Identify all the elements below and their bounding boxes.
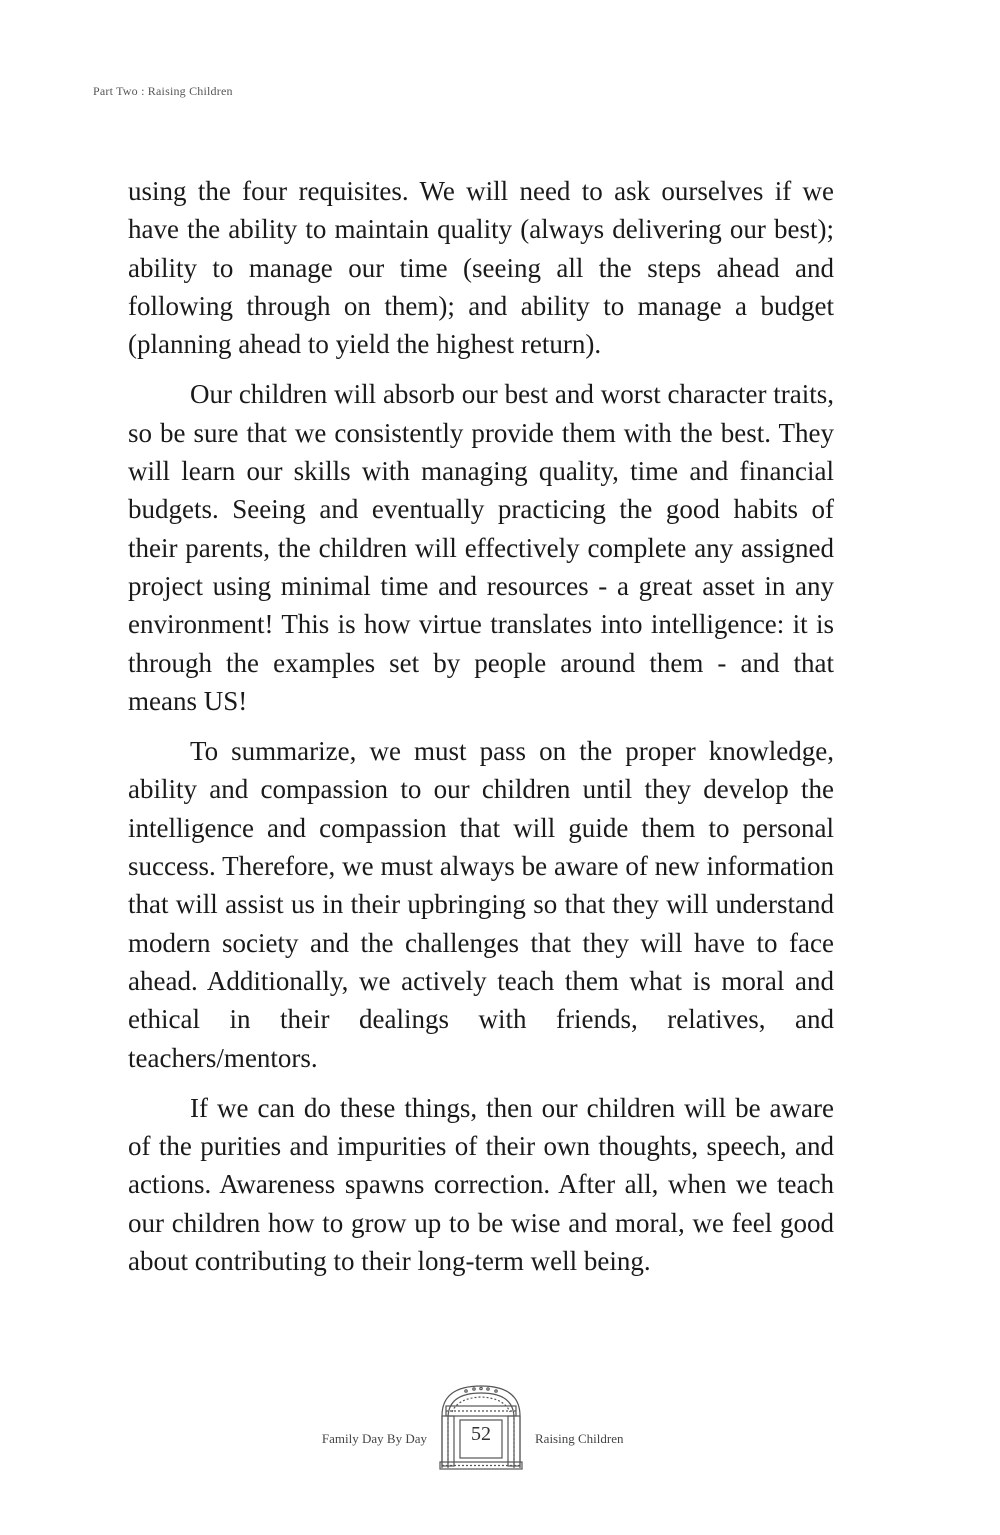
paragraph-2: Our children will absorb our best and worst character traits, so be sure that we consistently provide them with the best. They will learn our skills with managing quality, time and financial budgets. Seeing and eventually practicing the good habits of their parents, the children will effectively complete any assigned project using minimal time and resources - a great asset in any environment! This is how virtue translates into intelligence: it is through the examples set by people around them - and that means US! <box>128 379 834 716</box>
footer-chapter-title: Raising Children <box>535 1431 624 1446</box>
paragraph-4: If we can do these things, then our children will be aware of the purities and impurities of their own thoughts, speech, and actions. Awareness spawns correction. After all, when we teach our children how to grow up to be wise and moral, we feel good about contributing to their long-term well being. <box>128 1092 834 1277</box>
paragraph-3: To summarize, we must pass on the proper knowledge, ability and compassion to our children until they develop the intelligence and compassion that will guide them to personal success. Therefore, we must always be aware of new information that will assist us in their upbringing so that they will understand modern society and the challenges that they will have to face ahead. Additionally, we actively teach them what is moral and ethical in their dealings with friends, relatives, and teachers/mentors. <box>128 736 834 1073</box>
paragraph-1: using the four requisites. We will need to ask ourselves if we have the ability to maintain quality (always delivering our best); ability to manage our time (seeing all the steps ahead and following through on them); and ability to manage a budget (planning ahead to yield the highest return). <box>128 176 834 360</box>
footer-book-title: Family Day By Day <box>321 1431 427 1446</box>
running-header: Part Two : Raising Children <box>93 84 233 98</box>
page-body <box>128 172 834 1292</box>
page-footer <box>0 1382 1000 1472</box>
page-number: 52 <box>471 1423 491 1445</box>
